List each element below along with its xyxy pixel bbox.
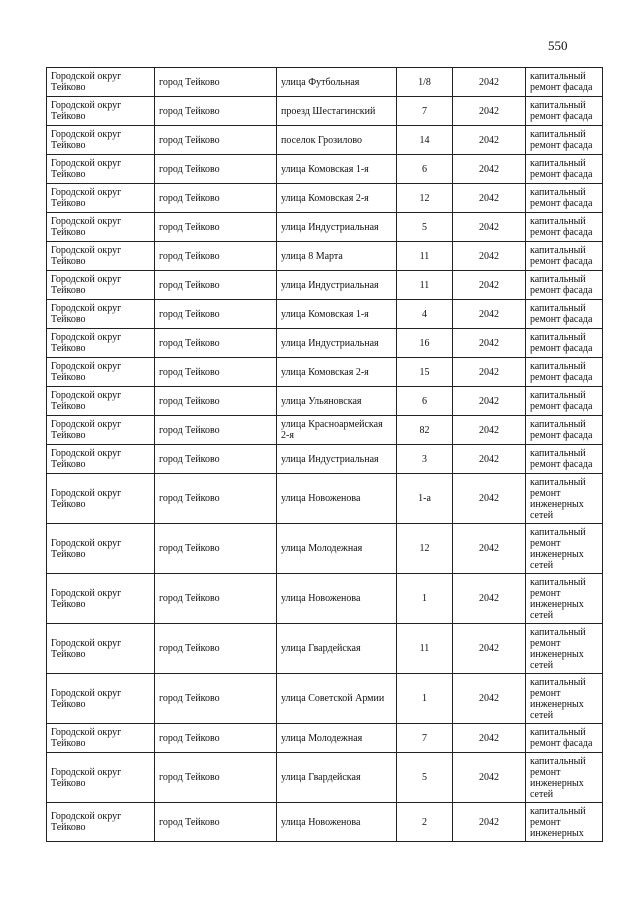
- district-cell: Городской округ Тейково: [47, 300, 155, 329]
- year-cell: 2042: [453, 445, 526, 474]
- house-number-cell: 11: [397, 271, 453, 300]
- street-cell: улица Футбольная: [277, 68, 397, 97]
- work-type-cell: капитальный ремонт инженерных сетей: [526, 753, 603, 803]
- house-number-cell: 4: [397, 300, 453, 329]
- year-cell: 2042: [453, 329, 526, 358]
- year-cell: 2042: [453, 753, 526, 803]
- work-type-cell: капитальный ремонт фасада: [526, 155, 603, 184]
- street-cell: улица Гвардейская: [277, 753, 397, 803]
- district-cell: Городской округ Тейково: [47, 753, 155, 803]
- work-type-cell: капитальный ремонт инженерных сетей: [526, 574, 603, 624]
- city-cell: город Тейково: [155, 387, 277, 416]
- table-row: [47, 724, 603, 753]
- table-row: [47, 674, 603, 724]
- table-row: [47, 329, 603, 358]
- work-type-cell: капитальный ремонт фасада: [526, 271, 603, 300]
- year-cell: 2042: [453, 574, 526, 624]
- street-cell: улица Комовская 2-я: [277, 184, 397, 213]
- city-cell: город Тейково: [155, 155, 277, 184]
- street-cell: улица Новоженова: [277, 574, 397, 624]
- year-cell: 2042: [453, 358, 526, 387]
- street-cell: улица Комовская 2-я: [277, 358, 397, 387]
- house-number-cell: 1/8: [397, 68, 453, 97]
- house-number-cell: 1: [397, 574, 453, 624]
- year-cell: 2042: [453, 674, 526, 724]
- table-row: [47, 387, 603, 416]
- work-type-cell: капитальный ремонт фасада: [526, 445, 603, 474]
- year-cell: 2042: [453, 387, 526, 416]
- district-cell: Городской округ Тейково: [47, 242, 155, 271]
- house-number-cell: 7: [397, 724, 453, 753]
- table-row: [47, 624, 603, 674]
- street-cell: улица Красноармейская 2-я: [277, 416, 397, 445]
- city-cell: город Тейково: [155, 753, 277, 803]
- year-cell: 2042: [453, 300, 526, 329]
- year-cell: 2042: [453, 524, 526, 574]
- work-type-cell: капитальный ремонт инженерных: [526, 803, 603, 842]
- house-number-cell: 6: [397, 155, 453, 184]
- city-cell: город Тейково: [155, 213, 277, 242]
- district-cell: Городской округ Тейково: [47, 803, 155, 842]
- table-row: [47, 753, 603, 803]
- year-cell: 2042: [453, 271, 526, 300]
- year-cell: 2042: [453, 242, 526, 271]
- street-cell: улица Индустриальная: [277, 329, 397, 358]
- repair-schedule-table: [46, 67, 603, 842]
- table-row: [47, 524, 603, 574]
- city-cell: город Тейково: [155, 126, 277, 155]
- house-number-cell: 82: [397, 416, 453, 445]
- street-cell: улица Молодежная: [277, 524, 397, 574]
- house-number-cell: 11: [397, 624, 453, 674]
- house-number-cell: 5: [397, 213, 453, 242]
- work-type-cell: капитальный ремонт инженерных сетей: [526, 524, 603, 574]
- city-cell: город Тейково: [155, 624, 277, 674]
- table-row: [47, 271, 603, 300]
- work-type-cell: капитальный ремонт фасада: [526, 184, 603, 213]
- work-type-cell: капитальный ремонт фасада: [526, 300, 603, 329]
- city-cell: город Тейково: [155, 242, 277, 271]
- table-row: [47, 300, 603, 329]
- district-cell: Городской округ Тейково: [47, 524, 155, 574]
- district-cell: Городской округ Тейково: [47, 674, 155, 724]
- street-cell: улица Индустриальная: [277, 445, 397, 474]
- district-cell: Городской округ Тейково: [47, 724, 155, 753]
- year-cell: 2042: [453, 213, 526, 242]
- city-cell: город Тейково: [155, 329, 277, 358]
- street-cell: поселок Грозилово: [277, 126, 397, 155]
- street-cell: улица Ульяновская: [277, 387, 397, 416]
- table-row: [47, 416, 603, 445]
- year-cell: 2042: [453, 724, 526, 753]
- work-type-cell: капитальный ремонт фасада: [526, 97, 603, 126]
- work-type-cell: капитальный ремонт фасада: [526, 416, 603, 445]
- street-cell: улица Советской Армии: [277, 674, 397, 724]
- street-cell: проезд Шестагинский: [277, 97, 397, 126]
- house-number-cell: 1: [397, 674, 453, 724]
- house-number-cell: 12: [397, 524, 453, 574]
- city-cell: город Тейково: [155, 724, 277, 753]
- district-cell: Городской округ Тейково: [47, 184, 155, 213]
- year-cell: 2042: [453, 68, 526, 97]
- work-type-cell: капитальный ремонт инженерных сетей: [526, 474, 603, 524]
- city-cell: город Тейково: [155, 300, 277, 329]
- table-row: [47, 97, 603, 126]
- city-cell: город Тейково: [155, 803, 277, 842]
- house-number-cell: 12: [397, 184, 453, 213]
- street-cell: улица Индустриальная: [277, 271, 397, 300]
- city-cell: город Тейково: [155, 68, 277, 97]
- house-number-cell: 15: [397, 358, 453, 387]
- district-cell: Городской округ Тейково: [47, 624, 155, 674]
- city-cell: город Тейково: [155, 674, 277, 724]
- district-cell: Городской округ Тейково: [47, 474, 155, 524]
- year-cell: 2042: [453, 624, 526, 674]
- house-number-cell: 2: [397, 803, 453, 842]
- work-type-cell: капитальный ремонт фасада: [526, 387, 603, 416]
- city-cell: город Тейково: [155, 184, 277, 213]
- city-cell: город Тейково: [155, 574, 277, 624]
- house-number-cell: 7: [397, 97, 453, 126]
- district-cell: Городской округ Тейково: [47, 68, 155, 97]
- house-number-cell: 3: [397, 445, 453, 474]
- street-cell: улица Новоженова: [277, 474, 397, 524]
- work-type-cell: капитальный ремонт фасада: [526, 242, 603, 271]
- city-cell: город Тейково: [155, 474, 277, 524]
- street-cell: улица 8 Марта: [277, 242, 397, 271]
- table-row: [47, 474, 603, 524]
- city-cell: город Тейково: [155, 271, 277, 300]
- district-cell: Городской округ Тейково: [47, 155, 155, 184]
- street-cell: улица Индустриальная: [277, 213, 397, 242]
- year-cell: 2042: [453, 184, 526, 213]
- district-cell: Городской округ Тейково: [47, 416, 155, 445]
- year-cell: 2042: [453, 126, 526, 155]
- table-row: [47, 184, 603, 213]
- street-cell: улица Комовская 1-я: [277, 155, 397, 184]
- district-cell: Городской округ Тейково: [47, 213, 155, 242]
- district-cell: Городской округ Тейково: [47, 329, 155, 358]
- year-cell: 2042: [453, 803, 526, 842]
- district-cell: Городской округ Тейково: [47, 358, 155, 387]
- table-body: [47, 68, 603, 842]
- street-cell: улица Новоженова: [277, 803, 397, 842]
- district-cell: Городской округ Тейково: [47, 271, 155, 300]
- district-cell: Городской округ Тейково: [47, 387, 155, 416]
- district-cell: Городской округ Тейково: [47, 574, 155, 624]
- house-number-cell: 11: [397, 242, 453, 271]
- table-row: [47, 213, 603, 242]
- table-row: [47, 574, 603, 624]
- page-number: 550: [548, 38, 568, 53]
- year-cell: 2042: [453, 474, 526, 524]
- work-type-cell: капитальный ремонт инженерных сетей: [526, 674, 603, 724]
- house-number-cell: 16: [397, 329, 453, 358]
- street-cell: улица Молодежная: [277, 724, 397, 753]
- table-row: [47, 68, 603, 97]
- district-cell: Городской округ Тейково: [47, 126, 155, 155]
- table-row: [47, 155, 603, 184]
- year-cell: 2042: [453, 97, 526, 126]
- year-cell: 2042: [453, 416, 526, 445]
- table-row: [47, 803, 603, 842]
- district-cell: Городской округ Тейково: [47, 445, 155, 474]
- street-cell: улица Гвардейская: [277, 624, 397, 674]
- work-type-cell: капитальный ремонт фасада: [526, 213, 603, 242]
- table-row: [47, 242, 603, 271]
- house-number-cell: 1-а: [397, 474, 453, 524]
- house-number-cell: 14: [397, 126, 453, 155]
- city-cell: город Тейково: [155, 97, 277, 126]
- year-cell: 2042: [453, 155, 526, 184]
- work-type-cell: капитальный ремонт инженерных сетей: [526, 624, 603, 674]
- work-type-cell: капитальный ремонт фасада: [526, 126, 603, 155]
- district-cell: Городской округ Тейково: [47, 97, 155, 126]
- work-type-cell: капитальный ремонт фасада: [526, 329, 603, 358]
- house-number-cell: 5: [397, 753, 453, 803]
- city-cell: город Тейково: [155, 358, 277, 387]
- city-cell: город Тейково: [155, 445, 277, 474]
- table-row: [47, 445, 603, 474]
- city-cell: город Тейково: [155, 524, 277, 574]
- city-cell: город Тейково: [155, 416, 277, 445]
- work-type-cell: капитальный ремонт фасада: [526, 724, 603, 753]
- work-type-cell: капитальный ремонт фасада: [526, 68, 603, 97]
- table-row: [47, 126, 603, 155]
- work-type-cell: капитальный ремонт фасада: [526, 358, 603, 387]
- house-number-cell: 6: [397, 387, 453, 416]
- street-cell: улица Комовская 1-я: [277, 300, 397, 329]
- table-row: [47, 358, 603, 387]
